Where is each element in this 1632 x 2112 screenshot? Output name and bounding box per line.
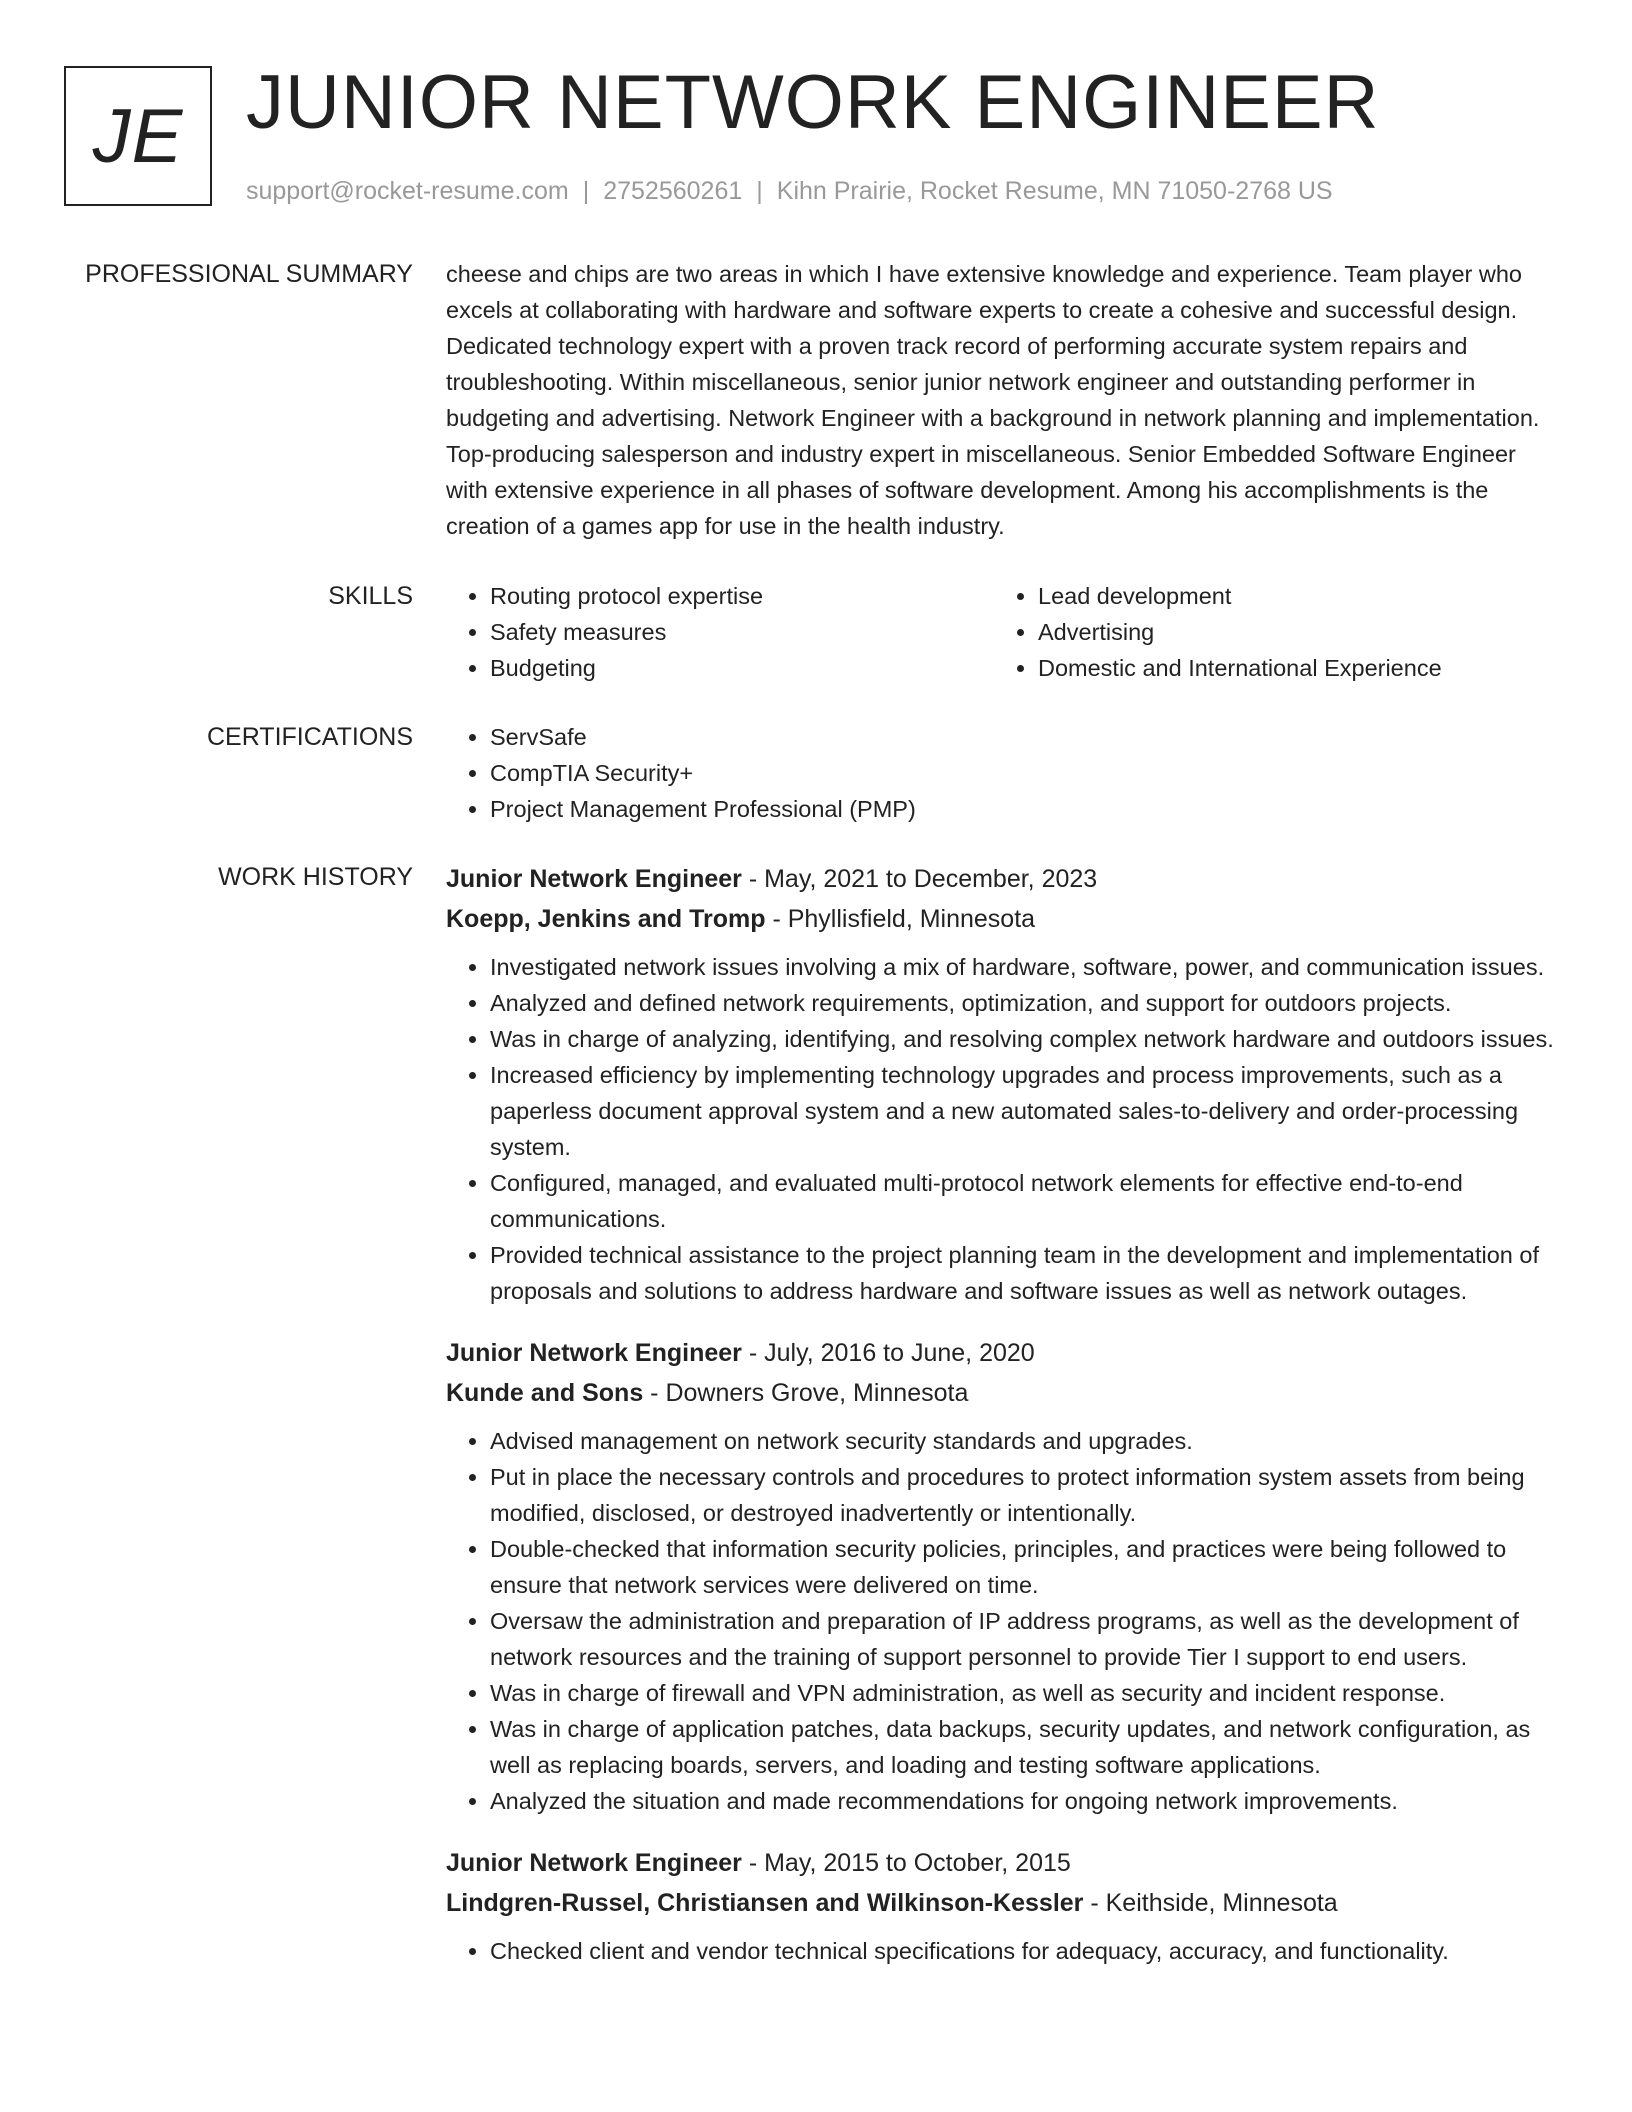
summary-label: PROFESSIONAL SUMMARY (85, 260, 413, 288)
job-company-line (446, 899, 1556, 939)
skill-item: • Budgeting (490, 650, 994, 686)
skill-item: • Lead development (1038, 578, 1542, 614)
job-dash: - (1083, 1889, 1106, 1917)
skill-item: • Advertising (1038, 614, 1542, 650)
job-company-line (446, 1373, 1556, 1413)
skills-body (446, 578, 1556, 686)
certification-item: • CompTIA Security+ (490, 755, 1556, 791)
certifications-body (446, 719, 1556, 827)
contact-phone[interactable]: 2752560261 (603, 177, 743, 205)
job-location: Downers Grove, Minnesota (665, 1379, 969, 1407)
skill-item: • Safety measures (490, 614, 994, 650)
job-duties (446, 1933, 1556, 1969)
contact-email[interactable]: support@rocket-resume.com (246, 177, 569, 205)
job-company: Lindgren-Russel, Christiansen and Wilkinson-Kessler (446, 1889, 1084, 1917)
job-dash: - (643, 1379, 666, 1407)
job-title: Junior Network Engineer (446, 865, 742, 893)
work-history-body (446, 859, 1556, 1993)
job-duty: • Advised management on network security standards and upgrades. (490, 1423, 1556, 1459)
job-duty: • Double-checked that information security policies, principles, and practices were being followed to ensure that network services were delivered on time. (490, 1531, 1556, 1603)
certifications-label: CERTIFICATIONS (206, 723, 413, 751)
work-history-label: WORK HISTORY (218, 863, 413, 891)
job-duties (446, 1423, 1556, 1819)
contact-separator: | (582, 177, 590, 205)
job-dates: May, 2021 to December, 2023 (764, 865, 1098, 893)
contact-address: Kihn Prairie, Rocket Resume, MN 71050-2768 US (776, 177, 1333, 205)
job-title-line (446, 1333, 1556, 1373)
monogram-box (64, 66, 212, 206)
job-duty: • Oversaw the administration and preparation of IP address programs, as well as the development of network resources and the training of support personnel to provide Tier I support to end users. (490, 1603, 1556, 1675)
contact-line (246, 174, 1333, 208)
resume-title: JUNIOR NETWORK ENGINEER (246, 60, 1380, 145)
skills-column-left (446, 578, 994, 686)
skills-columns (446, 578, 1556, 686)
job-title-line (446, 859, 1556, 899)
job-duty: • Analyzed and defined network requirements, optimization, and support for outdoors projects. (490, 985, 1556, 1021)
summary-text: cheese and chips are two areas in which I have extensive knowledge and experience. Team player who excels at collaborating with hardware and software experts to create a cohesive and successful design. Dedicated technology expert with a proven track record of performing accurate system repairs and troubleshooting. Within miscellaneous, senior junior network engineer and outstanding performer in budgeting and advertising. Network Engineer with a background in network planning and implementation. Top-producing salesperson and industry expert in miscellaneous. Senior Embedded Software Engineer with extensive experience in all phases of software development. Among his accomplishments is the creation of a games app for use in the health industry. (446, 261, 1540, 539)
contact-separator: | (756, 177, 763, 205)
job-duty: • Investigated network issues involving a mix of hardware, software, power, and communication issues. (490, 949, 1556, 985)
job-duty: • Was in charge of analyzing, identifying, and resolving complex network hardware and outdoors issues. (490, 1021, 1556, 1057)
job-title: Junior Network Engineer (446, 1339, 742, 1367)
job-duty: • Analyzed the situation and made recommendations for ongoing network improvements. (490, 1783, 1556, 1819)
skill-item: • Routing protocol expertise (490, 578, 994, 614)
job-entry (446, 1843, 1556, 1969)
job-dash: - (741, 865, 765, 893)
job-entry (446, 859, 1556, 1309)
job-dash: - (765, 905, 788, 933)
job-dates: July, 2016 to June, 2020 (764, 1339, 1035, 1367)
job-entry (446, 1333, 1556, 1819)
job-title-line (446, 1843, 1556, 1883)
skills-column-right (994, 578, 1542, 686)
skill-item: • Domestic and International Experience (1038, 650, 1542, 686)
job-title: Junior Network Engineer (446, 1849, 742, 1877)
job-duty: • Provided technical assistance to the project planning team in the development and implementation of proposals and solutions to address hardware and software issues as well as network outages. (490, 1237, 1556, 1309)
certification-item: • Project Management Professional (PMP) (490, 791, 1556, 827)
job-duty: • Was in charge of application patches, data backups, security updates, and network configuration, as well as replacing boards, servers, and loading and testing software applications. (490, 1711, 1556, 1783)
job-location: Keithside, Minnesota (1105, 1889, 1338, 1917)
summary-body (446, 256, 1556, 544)
job-duty: • Checked client and vendor technical specifications for adequacy, accuracy, and functionality. (490, 1933, 1556, 1969)
job-duties (446, 949, 1556, 1309)
monogram-initials: JE (92, 93, 184, 179)
job-duty: • Put in place the necessary controls and procedures to protect information system assets from being modified, disclosed, or destroyed inadvertently or intentionally. (490, 1459, 1556, 1531)
certification-item: • ServSafe (490, 719, 1556, 755)
job-company-line (446, 1883, 1556, 1923)
job-duty: • Was in charge of firewall and VPN administration, as well as security and incident response. (490, 1675, 1556, 1711)
job-location: Phyllisfield, Minnesota (787, 905, 1036, 933)
job-dash: - (741, 1339, 765, 1367)
job-dash: - (741, 1849, 765, 1877)
skills-label: SKILLS (328, 582, 413, 610)
job-duty: • Configured, managed, and evaluated multi-protocol network elements for effective end-to-end communications. (490, 1165, 1556, 1237)
job-company: Koepp, Jenkins and Tromp (446, 905, 766, 933)
job-duty: • Increased efficiency by implementing technology upgrades and process improvements, such as a paperless document approval system and a new automated sales-to-delivery and order-processing system. (490, 1057, 1556, 1165)
job-dates: May, 2015 to October, 2015 (764, 1849, 1071, 1877)
job-company: Kunde and Sons (446, 1379, 644, 1407)
